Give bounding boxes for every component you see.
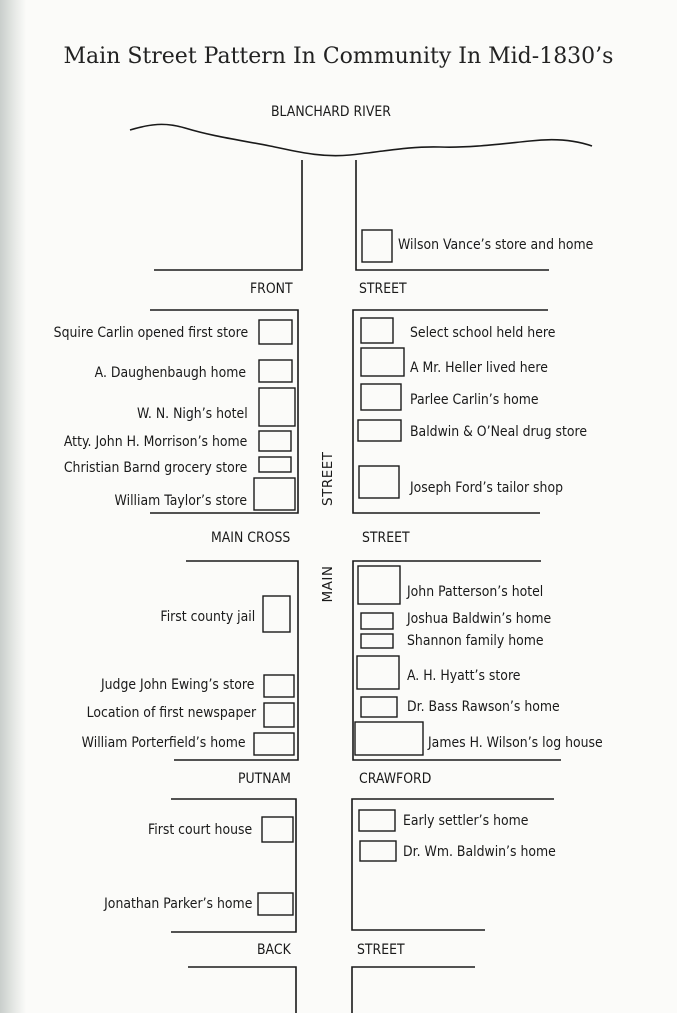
- label-ewing: Judge John Ewing’s store: [100, 677, 254, 693]
- lot-box-joshua-baldwin: [361, 613, 393, 629]
- map-title: Main Street Pattern In Community In Mid-1830’s: [63, 44, 614, 69]
- block-outline-top-left: [154, 160, 302, 270]
- lot-box-taylor: [254, 478, 295, 510]
- street-label-front: FRONT: [250, 281, 293, 297]
- label-morrison: Atty. John H. Morrison’s home: [63, 434, 247, 450]
- street-label-main-cross-street: STREET: [362, 530, 410, 546]
- label-joshua-baldwin: Joshua Baldwin’s home: [407, 611, 552, 627]
- label-patterson: John Patterson’s hotel: [407, 584, 544, 600]
- lot-box-baldwin-oneal: [358, 420, 401, 441]
- street-label-main-vertical-lower: MAIN: [320, 565, 336, 603]
- street-label-front-street: STREET: [359, 281, 407, 297]
- label-barnd: Christian Barnd grocery store: [63, 460, 247, 476]
- label-select-school: Select school held here: [410, 325, 556, 341]
- lot-box-parlee: [361, 384, 401, 410]
- label-parker: Jonathan Parker’s home: [103, 896, 252, 912]
- lot-box-newspaper: [264, 703, 294, 727]
- block-outline-bottom-right: [352, 967, 475, 1013]
- label-carlin-store: Squire Carlin opened first store: [53, 325, 248, 341]
- lot-box-heller: [361, 348, 404, 376]
- river-label: BLANCHARD RIVER: [271, 104, 391, 120]
- label-hyatt: A. H. Hyatt’s store: [407, 668, 521, 684]
- lot-box-parker: [258, 893, 293, 915]
- label-ford: Joseph Ford’s tailor shop: [410, 480, 563, 496]
- blanchard-river-line: [130, 124, 592, 155]
- label-newspaper: Location of first newspaper: [86, 705, 256, 721]
- label-shannon: Shannon family home: [407, 633, 544, 649]
- label-early-settler: Early settler’s home: [403, 813, 529, 829]
- lot-box-nigh: [259, 388, 295, 426]
- lot-box-court-house: [262, 817, 293, 842]
- block-outline-bottom-left: [188, 967, 296, 1013]
- lot-box-rawson: [361, 697, 397, 717]
- label-wilson-log: James H. Wilson’s log house: [428, 735, 603, 751]
- label-porterfield: William Porterfield’s home: [82, 735, 246, 751]
- street-label-back: BACK: [257, 942, 291, 958]
- lot-box-hyatt: [357, 656, 399, 689]
- street-label-main-cross: MAIN CROSS: [211, 530, 291, 546]
- street-label-main-vertical-upper: STREET: [320, 451, 336, 506]
- label-jail: First county jail: [160, 609, 255, 625]
- label-baldwin-oneal: Baldwin & O’Neal drug store: [410, 424, 588, 440]
- label-nigh-hotel: W. N. Nigh’s hotel: [137, 406, 248, 422]
- lot-box-wm-baldwin: [360, 841, 396, 861]
- label-taylor: William Taylor’s store: [114, 493, 247, 509]
- lot-box-select-school: [361, 318, 393, 343]
- label-parlee: Parlee Carlin’s home: [410, 392, 539, 408]
- street-label-putnam: PUTNAM: [238, 771, 291, 787]
- lot-box-carlin: [259, 320, 292, 344]
- label-daughenbaugh: A. Daughenbaugh home: [94, 365, 246, 381]
- lot-box-barnd: [259, 457, 291, 472]
- label-court-house: First court house: [147, 822, 252, 838]
- lot-box-shannon: [361, 634, 393, 648]
- lot-box-daughenbaugh: [259, 360, 292, 382]
- lot-box-wilson-log: [355, 722, 423, 755]
- lot-box-jail: [263, 596, 290, 632]
- lot-box-morrison: [259, 431, 291, 451]
- label-rawson: Dr. Bass Rawson’s home: [407, 699, 560, 715]
- street-label-back-street: STREET: [357, 942, 405, 958]
- block-outline-3-left: [174, 561, 298, 760]
- block-outline-4-left: [171, 799, 296, 932]
- label-heller: A Mr. Heller lived here: [410, 360, 548, 376]
- lot-box-vance: [362, 230, 392, 262]
- lot-box-patterson: [358, 566, 400, 604]
- lot-box-porterfield: [254, 733, 294, 755]
- lot-box-ewing: [264, 675, 294, 697]
- lot-box-ford: [359, 466, 399, 498]
- label-wm-baldwin: Dr. Wm. Baldwin’s home: [403, 844, 556, 860]
- street-label-crawford: CRAWFORD: [359, 771, 432, 787]
- lot-box-early-settler: [359, 810, 395, 831]
- label-vance: Wilson Vance’s store and home: [398, 237, 594, 253]
- block-outline-top-right: [356, 160, 549, 270]
